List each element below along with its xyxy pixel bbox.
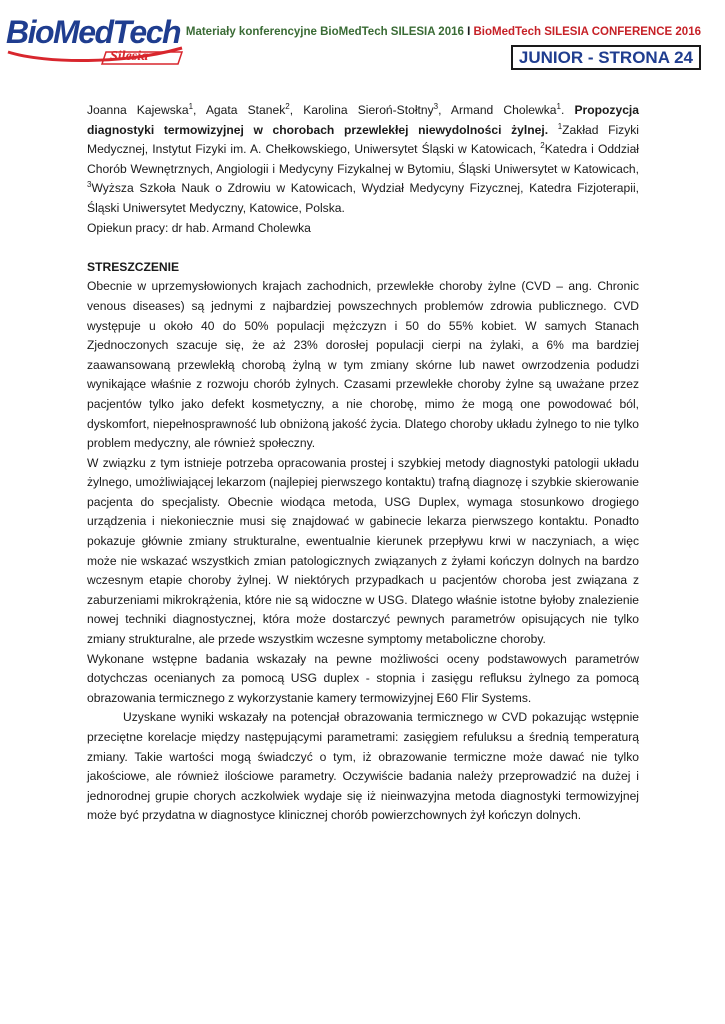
affiliation-1: Zakład Fizyki Medycznej, Instytut Fizyki im. A. Chełkowskiego, Uniwersytet Śląski w Katowicach, [87, 122, 639, 157]
author-3: , Karolina Sieroń-Stołtny [289, 103, 434, 117]
biomedtech-logo [6, 14, 186, 66]
document-body [87, 101, 639, 826]
aff-1-sup: 1 [557, 121, 563, 131]
authors-period: . [560, 103, 565, 117]
header-separator: I [467, 26, 471, 38]
author-3-sup: 3 [433, 101, 439, 111]
supervisor: Opiekun pracy: dr hab. Armand Cholewka [87, 220, 311, 235]
abstract-paragraph-1: Obecnie w uprzemysłowionych krajach zachodnich, przewlekłe choroby żylne (CVD – ang. Chronic venous diseases) są jednymi z najbardziej powszechnych problemów zdrowia publicznego. CVD występuje u około 40 do 50% populacji mężczyzn i 50 do 55% kobiet. W samych Stanach Zjednoczonych szacuje się, że aż 23% dorosłej populacji cierpi na żylaki, a 6% ma bardziej zaawansowaną przewlekłą chorobą żylną w tym zmiany skórne lub nawet owrzodzenia podudzi wynikające właśnie z rozwoju chorób żylnych. Czasami przewlekłe choroby żylne są uważane przez pacjentów tylko jako defekt kosmetyczny, a nie chorobę, mimo że mogą one powodować ból, dyskomfort, niepełnosprawność lub obniżoną jakość życia. Dlatego choroby układu żylnego to nie tylko problem medyczny, ale również społeczny. [87, 279, 639, 451]
logo-wordmark: BioMedTech [6, 14, 181, 50]
conference-header [186, 25, 701, 39]
conference-title-pl: Materiały konferencyjne BioMedTech SILESIA 2016 [185, 26, 464, 38]
author-4-sup: 1 [556, 101, 561, 111]
paper-title: Propozycja diagnostyki termowizyjnej w chorobach przewlekłej niewydolności żylnej. [87, 103, 640, 137]
aff-2-sup: 2 [540, 141, 545, 151]
author-1-sup: 1 [188, 101, 194, 111]
abstract-paragraph-2: W związku z tym istnieje potrzeba opracowania prostej i szybkiej metody diagnostyki patologii układu żylnego, umożliwiającej lekarzom (najlepiej pierwszego kontaktu) trafną diagnozę i szybkie skierowanie pacjenta do specjalisty. Obecnie wiodąca metoda, USG Duplex, wymaga stosunkowo drogiego urządzenia i niekoniecznie musi się znajdować w gabinecie lekarza pierwszego kontaktu. Ponadto pokazuje głównie zmiany strukturalne, ewentualnie kierunek przepływu krwi w naczyniach, a więc może nie wskazać wszystkich zmian patologicznych związanych z żyłami kończyn dolnych na bardzo wczesnym etapie choroby żylnej. W niektórych przypadkach u pacjentów choroba jest związana z zaburzeniami mikrokrążenia, które nie są widoczne w USG. Dlatego właśnie istotne byłoby znalezienie nowej techniki diagnostycznej, która może dostarczyć pewnych parametrów opisujących nie tylko zmiany strukturalne, ale przede wszystkim wczesne symptomy metaboliczne choroby. [87, 455, 639, 647]
affiliation-2: Katedra i Oddział Chorób Wewnętrznych, Angiologii i Medycyny Fizykalnej w Bytomiu, Śląski Uniwersytet w Katowicach, [87, 142, 639, 176]
page-label-box [511, 45, 701, 70]
author-2: , Agata Stanek [193, 103, 286, 117]
author-4: , Armand Cholewka [438, 103, 557, 117]
abstract-heading: STRESZCZENIE [87, 259, 180, 274]
affiliation-3: Wyższa Szkoła Nauk o Zdrowiu w Katowicach, Wydział Medycyny Fizycznej, Katedra Fizjoterapii, Śląski Uniwersytet Medyczny, Katowice, Polska. [87, 181, 639, 215]
aff-3-sup: 3 [87, 180, 92, 190]
abstract-paragraph-3: Wykonane wstępne badania wskazały na pewne możliwości oceny podstawowych parametrów dotychczas ocenianych za pomocą USG duplex - stopnia i zasięgu refluksu żylnego za pomocą obrazowania termicznego z wykorzystanie kamery termowizyjnej E60 Flir Systems. [87, 651, 639, 705]
logo-subtitle: Silesia [110, 49, 149, 64]
author-2-sup: 2 [285, 101, 290, 111]
logo-swoosh-icon [6, 44, 186, 66]
conference-title-en: BioMedTech SILESIA CONFERENCE 2016 [473, 26, 701, 38]
page-label: JUNIOR - STRONA 24 [518, 48, 693, 67]
author-1: Joanna Kajewska [87, 103, 189, 117]
spacer [87, 238, 639, 258]
authors-block [87, 101, 639, 219]
abstract-paragraph-4: Uzyskane wyniki wskazały na potencjał obrazowania termicznego w CVD pokazując wstępnie przeciętne korelacje między następującymi parametrami: zasięgiem refuluksu a średnią temperaturą zmiany. Takie wartości mogą świadczyć o tym, iż obrazowanie termiczne może dawać nie tylko jakościowe, ale również ilościowe parametry. Oczywiście badania należy przeprowadzić na dużej i jednorodnej grupie chorych aczkolwiek wydaje się iż nieinwazyjna metoda diagnostyki termowizyjnej może być przydatna w diagnostyce klinicznej chorób powierzchownych żył kończyn dolnych. [87, 710, 639, 823]
